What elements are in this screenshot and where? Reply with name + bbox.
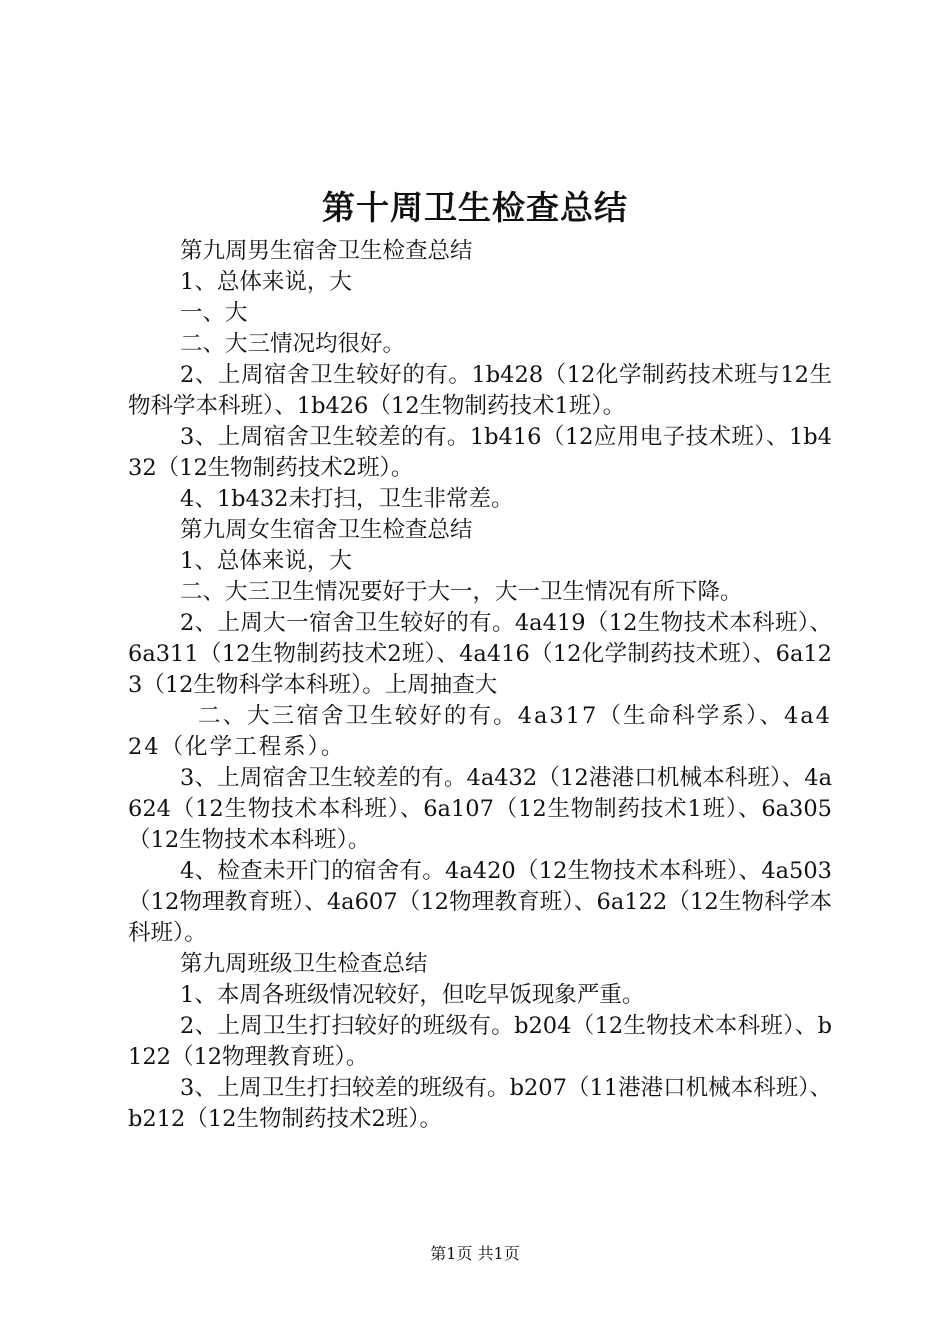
paragraph: 2、上周宿舍卫生较好的有。1b428（12化学制药技术班与12生物科学本科班）、1b426（12生物制药技术1班）。 [128, 362, 832, 419]
paragraph: 1、总体来说，大 [180, 269, 352, 295]
document-title: 第十周卫生检查总结 [322, 188, 628, 227]
paragraph: 3、上周宿舍卫生较差的有。4a432（12港港口机械本科班）、4a624（12生物技术本科班）、6a107（12生物制药技术1班）、6a305（12生物技术本科班）。 [128, 765, 832, 853]
paragraph: 2、上周卫生打扫较好的班级有。b204（12生物技术本科班）、b122（12物理教育班）。 [128, 1013, 832, 1070]
paragraph: 4、1b432未打扫，卫生非常差。 [180, 486, 514, 512]
paragraph: 4、检查未开门的宿舍有。4a420（12生物技术本科班）、4a503（12物理教育班）、4a607（12物理教育班）、6a122（12生物科学本科班）。 [128, 858, 832, 946]
paragraph: 一、大 [180, 300, 248, 326]
page-footer: 第1页 共1页 [430, 1244, 520, 1263]
paragraph: 3、上周卫生打扫较差的班级有。b207（11港港口机械本科班）、b212（12生物制药技术2班）。 [128, 1075, 832, 1132]
paragraph: 3、上周宿舍卫生较差的有。1b416（12应用电子技术班）、1b432（12生物制药技术2班）。 [128, 424, 832, 481]
paragraph: 二、大三情况均很好。 [180, 331, 406, 357]
paragraph: 2、上周大一宿舍卫生较好的有。4a419（12生物技术本科班）、6a311（12生物制药技术2班）、4a416（12化学制药技术班）、6a123（12生物科学本科班）。上周抽查大 [128, 610, 832, 698]
section-heading-male-dorm: 第九周男生宿舍卫生检查总结 [180, 238, 473, 264]
document-body [128, 236, 832, 1135]
section-heading-female-dorm: 第九周女生宿舍卫生检查总结 [180, 517, 473, 543]
paragraph: 二、大三宿舍卫生较好的有。4a317（生命科学系）、4a424（化学工程系）。 [128, 703, 832, 760]
paragraph: 二、大三卫生情况要好于大一，大一卫生情况有所下降。 [180, 579, 743, 605]
paragraph: 1、本周各班级情况较好，但吃早饭现象严重。 [180, 982, 645, 1008]
section-heading-class: 第九周班级卫生检查总结 [180, 951, 428, 977]
paragraph: 1、总体来说，大 [180, 548, 352, 574]
